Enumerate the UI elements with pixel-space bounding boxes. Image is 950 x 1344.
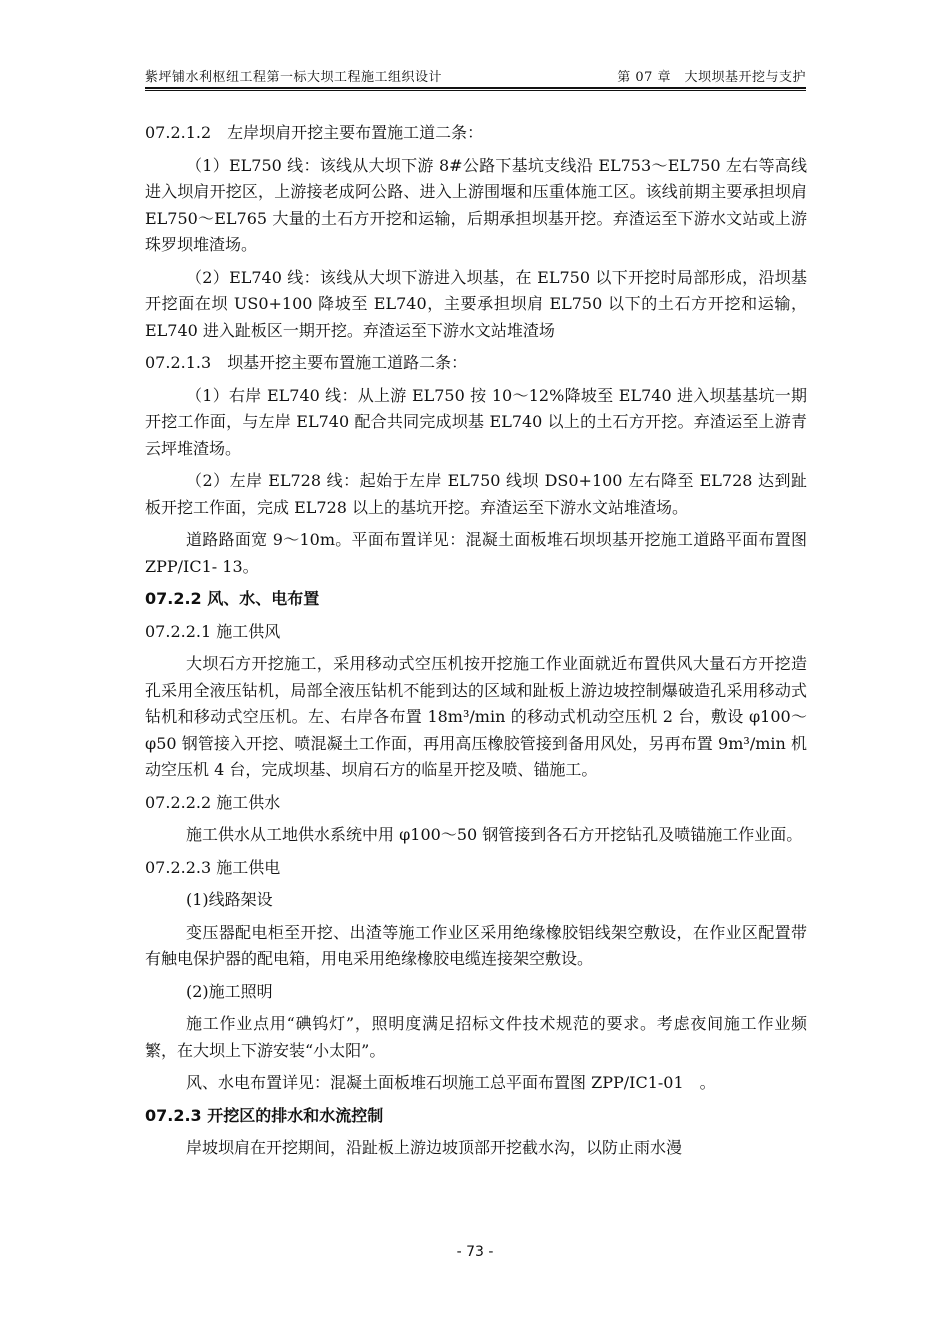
header-rule-thin (145, 90, 806, 91)
page-header (145, 64, 806, 86)
section-heading-07-2-1-3: 07.2.1.3 坝基开挖主要布置施工道路二条： (145, 353, 468, 372)
section-heading-07-2-2: 07.2.2 风、水、电布置 (145, 589, 320, 608)
document-body (145, 120, 807, 1168)
paragraph-water-supply: 施工供水从工地供水系统中用 φ100～50 钢管接到各石方开挖钻孔及喷锚施工作业面。 (186, 825, 803, 844)
section-heading-07-2-1-2: 07.2.1.2 左岸坝肩开挖主要布置施工道二条： (145, 123, 484, 142)
page-number: - 73 - (456, 1244, 494, 1260)
header-rule-thick (145, 87, 806, 89)
paragraph-lighting-heading: (2)施工照明 (186, 981, 273, 1001)
paragraph-road-width: 道路路面宽 9～10m。平面布置详见：混凝土面板堆石坝坝基开挖施工道路平面布置图 ZPP/IC1- 13。 (145, 530, 807, 576)
paragraph-right-bank-el740: （1）右岸 EL740 线：从上游 EL750 按 10～12%降坡至 EL740 进入坝基基坑一期开挖工作面，与左岸 EL740 配合共同完成坝基 EL740 以上的土石方开挖。弃渣运至上游青云坪堆渣场。 (145, 385, 807, 458)
section-heading-07-2-2-3: 07.2.2.3 施工供电 (145, 857, 281, 877)
section-heading-07-2-2-2: 07.2.2.2 施工供水 (145, 792, 281, 812)
header-project-title: 紫坪铺水利枢纽工程第一标大坝工程施工组织设计 (145, 70, 443, 85)
paragraph-left-bank-el728: （2）左岸 EL728 线：起始于左岸 EL750 线坝 DS0+100 左右降至 EL728 达到趾板开挖工作面，完成 EL728 以上的基坑开挖。弃渣运至下游水文站堆渣场。 (145, 471, 807, 517)
section-heading-07-2-3: 07.2.3 开挖区的排水和水流控制 (145, 1105, 384, 1125)
section-heading-07-2-2-1: 07.2.2.1 施工供风 (145, 621, 281, 641)
paragraph-line-erection-heading: (1)线路架设 (186, 890, 273, 909)
paragraph-drainage: 岸坡坝肩在开挖期间，沿趾板上游边坡顶部开挖截水沟，以防止雨水漫 (186, 1138, 683, 1157)
paragraph-air-supply: 大坝石方开挖施工，采用移动式空压机按开挖施工作业面就近布置供风大量石方开挖造孔采用全液压钻机，局部全液压钻机不能到达的区域和趾板上游边坡控制爆破造孔采用移动式钻机和移动式空压机。左、右岸各布置 18m³/min 的移动式机动空压机 2 台，敷设 φ100～φ50 钢管接入开挖、喷混凝土工作面，再用高压橡胶管接到备用风处，另再布置 9m³/min 机动空压机 4 台，完成坝基、坝肩石方的临星开挖及喷、锚施工。 (145, 654, 807, 779)
paragraph-el740-line: （2）EL740 线：该线从大坝下游进入坝基，在 EL750 以下开挖时局部形成，沿坝基开挖面在坝 US0+100 降坡至 EL740，主要承担坝肩 EL750 以下的土石方开挖和运输，EL740 进入趾板区一期开挖。弃渣运至下游水文站堆渣场 (145, 267, 807, 340)
paragraph-line-erection: 变压器配电柜至开挖、出渣等施工作业区采用绝缘橡胶铝线架空敷设，在作业区配置带有触电保护器的配电箱，用电采用绝缘橡胶电缆连接架空敷设。 (145, 922, 807, 968)
header-chapter-title: 第 07 章 大坝坝基开挖与支护 (617, 70, 806, 85)
paragraph-el750-line: （1）EL750 线：该线从大坝下游 8#公路下基坑支线沿 EL753～EL750 左右等高线进入坝肩开挖区，上游接老成阿公路、进入上游围堰和压重体施工区。该线前期主要承担坝肩 EL750～EL765 大量的土石方开挖和运输，后期承担坝基开挖。弃渣运至下游水文站或上游珠罗坝堆渣场。 (145, 155, 807, 254)
paragraph-layout-reference: 风、水电布置详见：混凝土面板堆石坝施工总平面布置图 ZPP/IC1-01 。 (186, 1073, 716, 1092)
paragraph-lighting: 施工作业点用“碘钨灯”，照明度满足招标文件技术规范的要求。考虑夜间施工作业频繁，在大坝上下游安装“小太阳”。 (145, 1014, 807, 1060)
